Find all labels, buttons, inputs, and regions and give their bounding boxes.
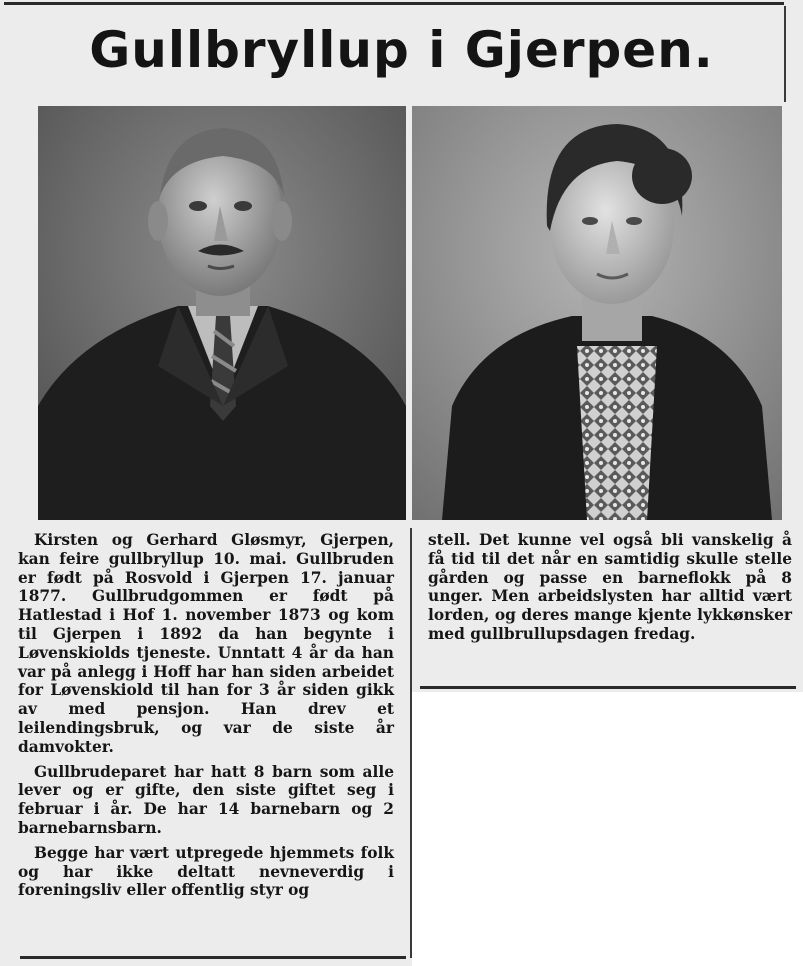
top-rule (4, 2, 784, 5)
article-paragraph: stell. Det kunne vel også bli vanskelig å få tid til det når en samtidig skulle stelle gården og passe en barneflokk på 8 unger. Men arbeidslysten har alltid vært lorden, og deres mange kjente lykkønsker med gullbrullupsdagen fredag. (428, 531, 792, 643)
right-column-end-rule (420, 686, 796, 689)
article-paragraph: Kirsten og Gerhard Gløsmyr, Gjerpen, kan feire gullbryllup 10. mai. Gullbruden er født på Rosvold i Gjerpen 17. januar 1877. Gullbrudgommen er født på Hatlestad i Hof 1. november 1873 og kom til Gjerpen i 1892 da han begynte i Løvenskiolds tjeneste. Unntatt 4 år da han var på anlegg i Hoff har han siden arbeidet for Løvenskiold til han for 3 år siden gikk av med pensjon. Han drev et leilendingsbruk, og var de siste år damvokter. (18, 531, 394, 756)
woman-portrait-photo (412, 106, 782, 520)
left-column-end-rule (20, 956, 406, 959)
article-left-column (18, 531, 394, 900)
man-portrait-photo (38, 106, 406, 520)
headline: Gullbryllup i Gjerpen. (89, 21, 714, 79)
column-divider (410, 528, 412, 958)
article-paragraph: Begge har vært utpregede hjemmets folk og har ikke deltatt nevneverdig i foreningsliv eller offentlig styr og (18, 843, 394, 900)
article-paragraph: Gullbrudeparet har hatt 8 barn som alle lever og er gifte, den siste giftet seg i februar i år. De har 14 barnebarn og 2 barnebarnsbarn. (18, 762, 394, 837)
woman-portrait-illustration (412, 106, 782, 520)
article-right-column (428, 531, 792, 644)
man-portrait-illustration (38, 106, 406, 520)
